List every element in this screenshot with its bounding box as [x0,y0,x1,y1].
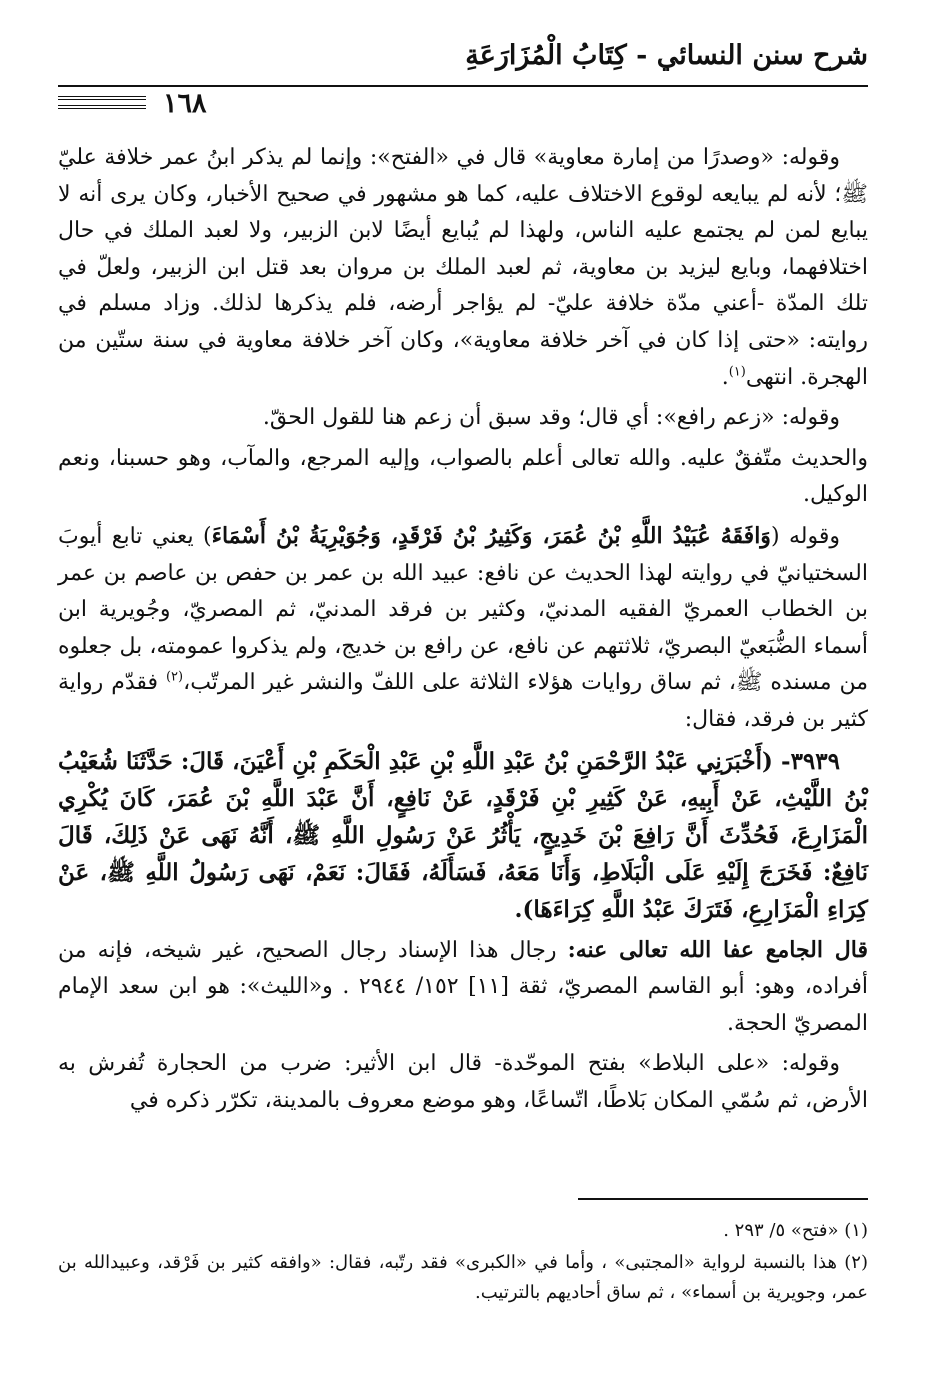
footnote-mark-1: (١) [728,364,746,380]
paragraph-jami [58,932,868,1043]
page-number: ١٦٨ [163,88,207,119]
jami-lead: قال الجامع عفا الله تعالى عنه: [567,936,868,963]
body-text [58,140,868,1119]
hadith-number: ٣٩٣٩- [781,747,840,775]
paragraph-muttafaq: والحديث متّفقٌ عليه. والله تعالى أعلم بالصواب، وإليه المرجع، والمآب، وهو حسبنا، ونعم الوكيل. [58,445,868,508]
footnotes [58,1216,868,1310]
muwafaqa-lead: وقوله ( [770,523,840,549]
footnote-mark-2: (٢) [165,669,184,685]
page-number-rule [58,96,146,109]
paragraph-fath-text: وقوله: «وصدرًا من إمارة معاوية» قال في «الفتح»: وإنما لم يذكر ابنُ عمر خلافة عليّ ﷺ؛ لأنه لم يبايعه لوقوع الاختلاف عليه، كما هو مشهور في صحيح الأخبار، وكان يرى أنه لا يبايع لمن لم يجتمع عليه الناس، ولهذا لم يُبايع أيضًا لابن الزبير، ولا لعبد الملك في حال اختلافهما، وبايع ليزيد بن معاوية، ثم لعبد الملك بن مروان بعد قتل ابن الزبير، ولعلّ في تلك المدّة -أعني مدّة خلافة عليّ- لم يؤاجر أرضه، فلم يذكرها لذلك. وزاد مسلم في روايته: «حتى إذا كان في آخر خلافة معاوية»، وكان آخر خلافة معاوية في سنة ستّين من الهجرة. انتهى [58,145,868,390]
footnote-2: (٢) هذا بالنسبة لرواية «المجتبى» ، وأما في «الكبرى» فقد رتّبه، فقال: «وافقه كثير بن فَرْقد، وعبيدالله بن عمر، وجويرية بن أسماء» ، ثم ساق أحاديهم بالترتيب. [58,1252,868,1303]
footnote-1: (١) «فتح» ٥/ ٢٩٣ . [723,1220,868,1241]
footnote-rule [578,1198,868,1200]
hadith-text [58,743,868,928]
muwafaqa-quote: وَافَقَهُ عُبَيْدُ اللَّهِ بْنُ عُمَرَ، وَكَثِيرُ بْنُ فَرْقَدٍ، وَجُوَيْرِيَةُ بْنُ أَسْمَاءَ [211,522,771,549]
header-title: شرح سنن النسائي - كِتَابُ الْمُزَارَعَةِ [465,40,868,71]
hadith-body: (أَخْبَرَنِي عَبْدُ الرَّحْمَنِ بْنُ عَبْدِ اللَّهِ بْنِ عَبْدِ الْحَكَمِ بْنِ أَعْيَنَ، قَالَ: حَدَّثَنَا شُعَيْبُ بْنُ اللَّيْثِ، عَنْ أَبِيهِ، عَنْ كَثِيرِ بْنِ فَرْقَدٍ، عَنْ نَافِعٍ، أَنَّ عَبْدَ اللَّهِ بْنَ عُمَرَ، كَانَ يُكْرِي الْمَزَارِعَ، فَحُدِّثَ أَنَّ رَافِعَ بْنَ خَدِيجٍ، يَأْثُرُ عَنْ رَسُولِ اللَّهِ ﷺ، أَنَّهُ نَهَى عَنْ ذَلِكَ، قَالَ نَافِعٌ: فَخَرَجَ إِلَيْهِ عَلَى الْبَلَاطِ، وَأَنَا مَعَهُ، فَسَأَلَهُ، فَقَالَ: نَعَمْ، نَهَى رَسُولُ اللَّهِ ﷺ، عَنْ كِرَاءِ الْمَزَارِعِ، فَتَرَكَ عَبْدُ اللَّهِ كِرَاءَهَا). [58,747,868,923]
muwafaqa-rest: ) يعني تابع أيوبَ السختيانيّ في روايته لهذا الحديث عن نافع: عبيد الله بن عمر بن حفص بن عاصم بن عمر بن الخطاب العمريّ الفقيه المدنيّ، وكثير بن فرقد المدنيّ، ثم المصريّ، وجُويرية ابن أسماء الضُّبَعيّ البصريّ، ثلاثتهم عن نافع، عن رافع بن خديج، ولم يذكروا عمومته، بل جعلوه من مسنده ﷺ، ثم ساق روايات هؤلاء الثلاثة على اللفّ والنشر غير المرتّب، [58,523,868,696]
header-rule [58,85,868,87]
paragraph-muwafaqa [58,518,868,739]
paragraph-fath [58,140,868,396]
paragraph-fath-end: . [721,364,729,390]
running-header [58,40,868,92]
muwafaqa-after-note: فقدّم رواية كثير بن فرقد، فقال: [58,670,868,732]
paragraph-zaama: وقوله: «زعم رافع»: أي قال؛ وقد سبق أن زعم هنا للقول الحقّ. [262,405,840,431]
paragraph-balat: وقوله: «على البلاط» بفتح الموحّدة- قال ابن الأثير: ضرب من الحجارة تُفرش به الأرض، ثم سُمّي المكان بَلاطًا، اتّساعًا، وهو موضع معروف بالمدينة، تكرّر ذكره في [58,1051,868,1113]
document-page [58,40,868,1360]
jami-rest: رجال هذا الإسناد رجال الصحيح، غير شيخه، فإنه من أفراده، وهو: أبو القاسم المصريّ، ثقة [١١] ١٥٢/ ٢٩٤٤ . و«الليث»: هو ابن سعد الإمام المصريّ الحجة. [58,937,869,1036]
page-number-row [58,88,868,134]
